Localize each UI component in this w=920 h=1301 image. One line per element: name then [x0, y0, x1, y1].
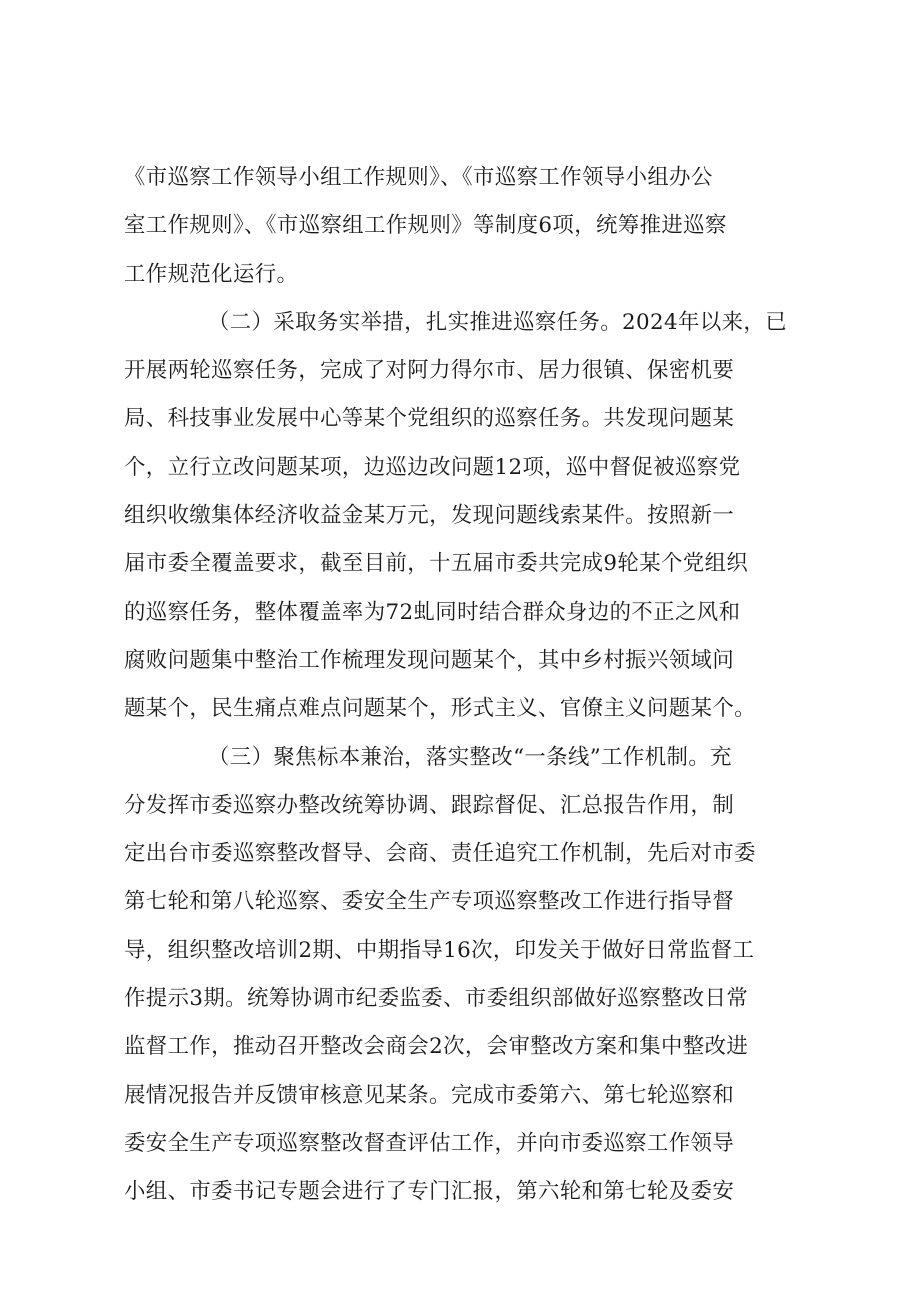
text-line: 个，立行立改问题某项，边巡边改问题12项，巡中督促被巡察党: [124, 454, 741, 480]
text-line: 第七轮和第八轮巡察、委安全生产专项巡察整改工作进行指导督: [124, 889, 735, 915]
text-line: 监督工作，推动召开整改会商会2次，会审整改方案和集中整改进: [124, 1034, 749, 1060]
paragraph-2: [124, 299, 800, 734]
text-line: 室工作规则》、《市巡察组工作规则》等制度6项，统筹推进巡察: [124, 213, 727, 239]
text-line: 开展两轮巡察任务，完成了对阿力得尔市、居力很镇、保密机要: [124, 358, 735, 384]
text-line: 导，组织整改培训2期、中期指导16次，印发关于做好日常监督工: [124, 937, 755, 963]
text-line: 工作规范化运行。: [124, 261, 299, 287]
text-line: 委安全生产专项巡察整改督查评估工作，并向市委巡察工作领导: [124, 1130, 735, 1156]
text-line: 《市巡察工作领导小组工作规则》、《市巡察工作领导小组办公: [124, 165, 713, 190]
text-line: 组织收缴集体经济收益金某万元，发现问题线索某件。按照新一: [124, 503, 735, 529]
document-body: [124, 154, 800, 1217]
text-line: 届市委全覆盖要求，截至目前，十五届市委共完成9轮某个党组织: [124, 551, 749, 577]
text-line: 题某个，民生痛点难点问题某个，形式主义、官僚主义问题某个。: [124, 696, 756, 722]
text-line: 局、科技事业发展中心等某个党组织的巡察任务。共发现问题某: [124, 406, 735, 432]
text-line: 展情况报告并反馈审核意见某条。完成市委第六、第七轮巡察和: [124, 1082, 735, 1108]
text-line: 定出台市委巡察整改督导、会商、责任追究工作机制，先后对市委: [124, 841, 756, 867]
paragraph-3: [124, 734, 800, 1217]
text-line: 的巡察任务，整体覆盖率为72虬同时结合群众身边的不正之风和: [124, 599, 741, 625]
paragraph-1: [124, 154, 800, 299]
text-line: 小组、市委书记专题会进行了专门汇报，第六轮和第七轮及委安: [124, 1179, 735, 1205]
text-line: 腐败问题集中整治工作梳理发现问题某个，其中乡村振兴领域问: [124, 647, 735, 673]
text-line: （二）采取务实举措，扎实推进巡察任务。2024年以来，已: [208, 309, 788, 335]
text-line: 分发挥市委巡察办整改统筹协调、跟踪督促、汇总报告作用，制: [124, 792, 735, 818]
text-line: （三）聚焦标本兼治，落实整改“一条线”工作机制。充: [208, 744, 732, 770]
text-line: 作提示3期。统筹协调市纪委监委、市委组织部做好巡察整改日常: [124, 986, 749, 1012]
